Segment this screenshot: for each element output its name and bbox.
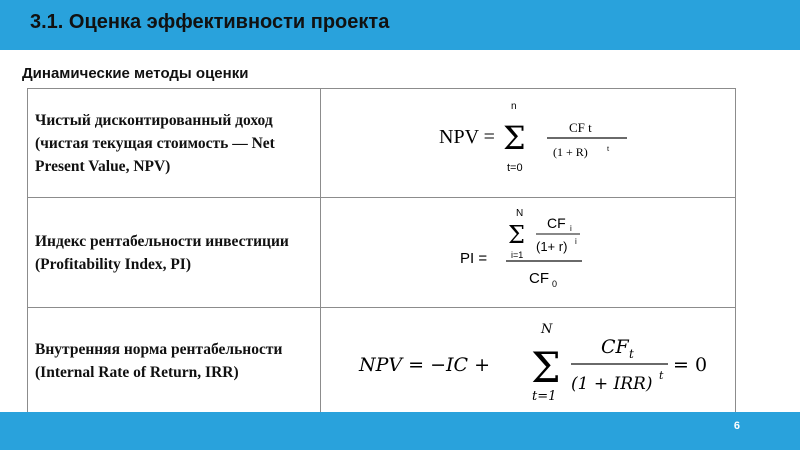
methods-table bbox=[27, 88, 736, 415]
npv-denominator: (1 + R) bbox=[553, 145, 588, 159]
table-row-pi bbox=[28, 198, 736, 308]
pi-denominator: CF bbox=[529, 270, 549, 287]
npv-exponent: t bbox=[607, 144, 610, 153]
irr-formula bbox=[353, 316, 713, 411]
npv-formula bbox=[431, 99, 631, 179]
pi-sigma: Σ bbox=[508, 221, 525, 249]
table-row-irr bbox=[28, 308, 736, 415]
irr-sigma: Σ bbox=[531, 343, 561, 392]
pi-inner-numerator: CF bbox=[547, 215, 566, 231]
npv-sum-top: n bbox=[511, 101, 517, 112]
slide-title: 3.1. Оценка эффективности проекта bbox=[30, 11, 390, 33]
npv-numerator: CF t bbox=[569, 120, 592, 135]
irr-lhs: NPV = −IC + bbox=[359, 354, 491, 376]
method-label-npv: Чистый дисконтированный доход (чистая текущая стоимость — Net Present Value, NPV) bbox=[28, 89, 321, 198]
irr-denominator: (1 + IRR) bbox=[571, 374, 653, 394]
method-label-pi: Индекс рентабельности инвестиции (Profitability Index, PI) bbox=[28, 198, 321, 308]
npv-sum-bottom: t=0 bbox=[507, 162, 523, 174]
pi-denominator-sub: 0 bbox=[552, 279, 558, 289]
pi-inner-denominator: (1+ r) bbox=[536, 239, 568, 254]
title-bar bbox=[0, 0, 800, 50]
irr-numerator: CF bbox=[601, 336, 629, 358]
formula-cell-npv bbox=[321, 89, 736, 198]
section-subtitle: Динамические методы оценки bbox=[22, 65, 249, 82]
pi-inner-denominator-sup: i bbox=[575, 237, 577, 246]
table-row-npv bbox=[28, 89, 736, 198]
irr-sum-bottom: t=1 bbox=[532, 389, 557, 404]
npv-sigma: Σ bbox=[503, 119, 526, 157]
pi-sum-top: N bbox=[516, 208, 524, 219]
method-label-irr: Внутренняя норма рентабельности (Internal Rate of Return, IRR) bbox=[28, 308, 321, 415]
page-number: 6 bbox=[733, 420, 740, 432]
irr-sum-top: N bbox=[541, 322, 553, 337]
pi-sum-bottom: i=1 bbox=[511, 250, 524, 260]
npv-lhs: NPV = bbox=[439, 126, 495, 148]
formula-cell-irr bbox=[321, 308, 736, 415]
irr-exponent: t bbox=[659, 369, 664, 382]
formula-cell-pi bbox=[321, 198, 736, 308]
pi-lhs: PI = bbox=[460, 250, 488, 267]
pi-formula bbox=[456, 206, 586, 301]
footer-bar bbox=[0, 412, 800, 450]
irr-rhs: = 0 bbox=[673, 354, 708, 376]
irr-numerator-sub: t bbox=[629, 347, 634, 361]
pi-inner-numerator-sub: i bbox=[570, 224, 572, 233]
